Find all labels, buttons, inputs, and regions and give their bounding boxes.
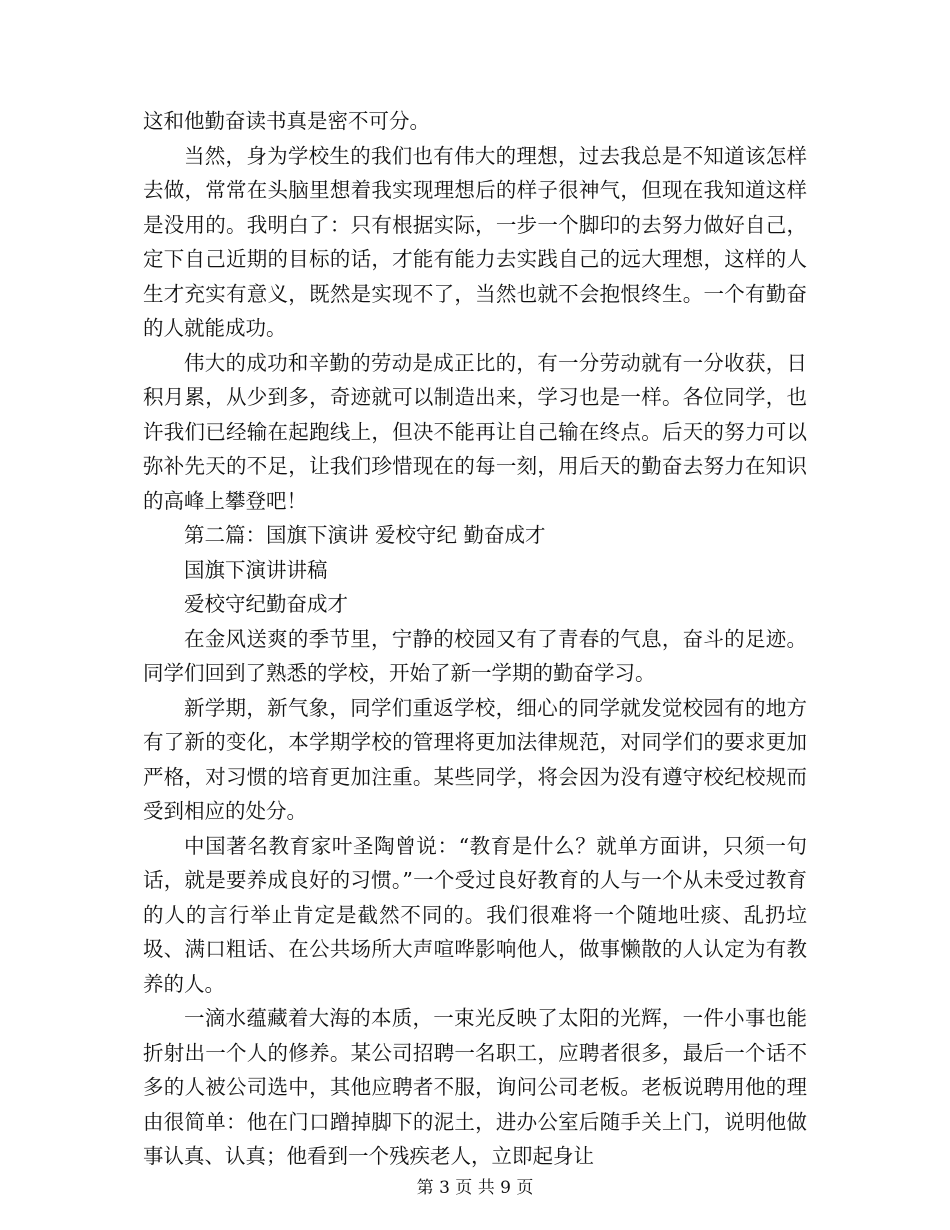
paragraph: 当然，身为学校生的我们也有伟大的理想，过去我总是不知道该怎样去做，常常在头脑里想着我实现理想后的样子很神气，但现在我知道这样是没用的。我明白了：只有根据实际，一步一个脚印的去努力做好自己，定下自己近期的目标的话，才能有能力去实践自己的远大理想，这样的人生才充实有意义，既然是实现不了，当然也就不会抱恨终生。一个有勤奋的人就能成功。: [143, 143, 807, 340]
paragraph: 在金风送爽的季节里，宁静的校园又有了青春的气息，奋斗的足迹。同学们回到了熟悉的学校，开始了新一学期的勤奋学习。: [143, 626, 807, 685]
paragraph: 伟大的成功和辛勤的劳动是成正比的，有一分劳动就有一分收获，日积月累，从少到多，奇迹就可以制造出来，学习也是一样。各位同学，也许我们已经输在起跑线上，但决不能再让自己输在终点。后天的努力可以弥补先天的不足，让我们珍惜现在的每一刻，用后天的勤奋去努力在知识的高峰上攀登吧！: [143, 350, 807, 513]
speech-title: 国旗下演讲讲稿: [184, 557, 328, 582]
paragraph: 这和他勤奋读书真是密不可分。: [143, 109, 430, 133]
document-body: [143, 104, 807, 1174]
speech-subtitle: 爱校守纪勤奋成才: [184, 592, 348, 616]
paragraph: 新学期，新气象，同学们重返学校，细心的同学就发觉校园有的地方有了新的变化，本学期学校的管理将更加法律规范，对同学们的要求更加严格，对习惯的培育更加注重。某些同学，将会因为没有遵守校纪校规而受到相应的处分。: [143, 695, 807, 823]
paragraph: 一滴水蕴藏着大海的本质，一束光反映了太阳的光辉，一件小事也能折射出一个人的修养。某公司招聘一名职工，应聘者很多，最后一个话不多的人被公司选中，其他应聘者不服，询问公司老板。老板说聘用他的理由很简单：他在门口蹭掉脚下的泥土，进办公室后随手关上门，说明他做事认真、认真；他看到一个残疾老人，立即起身让: [143, 1006, 807, 1168]
section-heading: 第二篇：国旗下演讲 爱校守纪 勤奋成才: [184, 523, 546, 547]
page-number-footer: 第 3 页 共 9 页: [416, 1178, 534, 1198]
paragraph: 中国著名教育家叶圣陶曾说：“教育是什么？就单方面讲，只须一句话，就是要养成良好的习惯。”一个受过良好教育的人与一个从未受过教育的人的言行举止肯定是截然不同的。我们很难将一个随地吐痰、乱扔垃圾、满口粗话、在公共场所大声喧哗影响他人，做事懒散的人认定为有教养的人。: [143, 833, 807, 996]
